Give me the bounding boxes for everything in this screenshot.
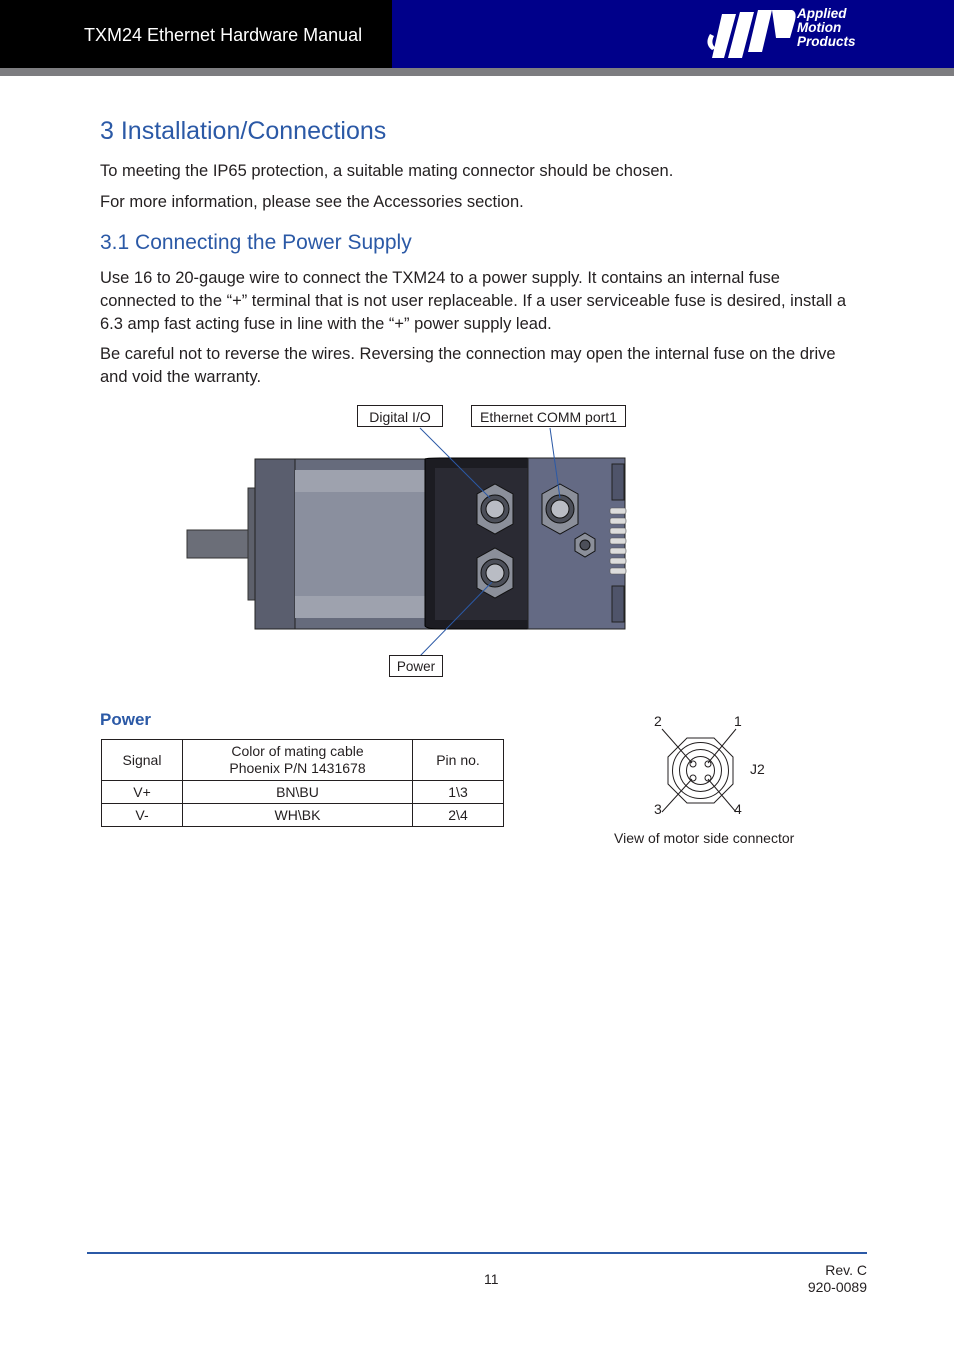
pin-label-1: 1 [734,713,742,729]
connector-diagram [640,705,780,830]
connector-caption: View of motor side connector [614,830,795,846]
pin-label-3: 3 [654,801,662,817]
footer-divider [87,1252,867,1254]
cell-signal: V- [102,804,183,827]
logo-line-motion: Motion [797,20,842,35]
company-logo-text [797,7,856,49]
cell-color: WH\BK [183,804,413,827]
callout-digital-io: Digital I/O [357,405,443,427]
cell-color: BN\BU [183,781,413,804]
cell-signal: V+ [102,781,183,804]
table-row [102,781,504,804]
subsection-paragraph-1: Use 16 to 20-gauge wire to connect the TXM24 to a power supply. It contains an internal fuse connected to the “+” terminal that is not user replaceable. If a user serviceable fuse is desired, install a 6.3 amp fast acting fuse in line with the “+” power supply lead. [100,269,847,333]
header-title-bar [0,0,392,68]
section-heading: 3 Installation/Connections [100,117,387,145]
logo-line-products: Products [797,34,856,49]
header-part-number-line: Phoenix P/N 1431678 [229,760,366,776]
callout-ethernet-port: Ethernet COMM port1 [471,405,626,427]
subsection-heading: 3.1 Connecting the Power Supply [100,231,412,254]
subsection-paragraph-2: Be careful not to reverse the wires. Reversing the connection may open the internal fuse on the drive and void the warranty. [100,345,836,386]
header-cable-color [183,740,413,781]
header-cable-color-line: Color of mating cable [231,743,364,759]
cell-pin: 1\3 [413,781,504,804]
table-row [102,804,504,827]
revision-block [808,1262,867,1296]
section-paragraph-1: To meeting the IP65 protection, a suitable mating connector should be chosen. [100,162,674,180]
section-paragraph-2: For more information, please see the Accessories section. [100,193,524,211]
motor-drawing [180,400,650,690]
revision-label: Rev. C [825,1262,867,1278]
logo-line-applied: Applied [797,6,847,21]
header-pin-no: Pin no. [413,740,504,781]
header-divider [0,68,954,76]
cell-pin: 2\4 [413,804,504,827]
power-pin-table [101,739,504,827]
pin-label-4: 4 [734,801,742,817]
connector-name: J2 [750,761,765,777]
table-header-row [102,740,504,781]
header-title: TXM24 Ethernet Hardware Manual [84,25,363,45]
header-signal: Signal [102,740,183,781]
callout-power: Power [389,655,443,677]
document-number: 920-0089 [807,1279,867,1295]
pin-label-2: 2 [654,713,662,729]
page-number: 11 [484,1271,499,1287]
power-table-title: Power [100,710,152,729]
